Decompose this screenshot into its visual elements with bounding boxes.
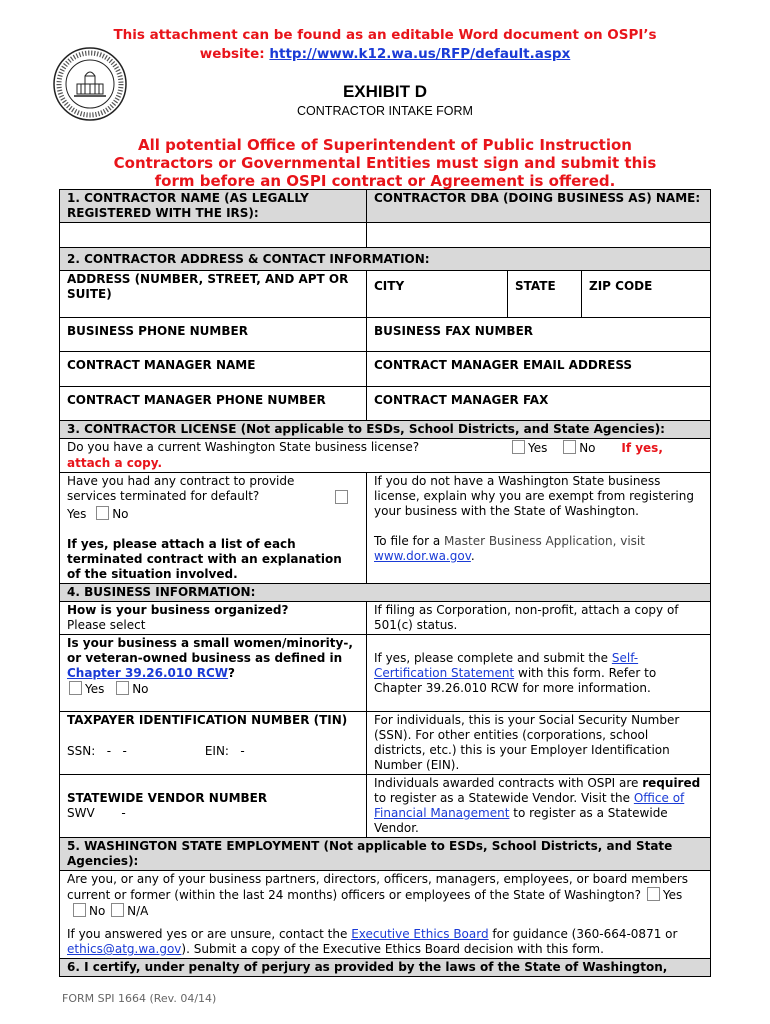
contract-manager-fax-label: CONTRACT MANAGER FAX: [374, 393, 549, 407]
contractor-intake-form: [59, 189, 711, 977]
rfp-website-link[interactable]: http://www.k12.wa.us/RFP/default.aspx: [269, 46, 571, 62]
signature-requirement-notice: [70, 136, 700, 190]
section-5-heading: 5. WASHINGTON STATE EMPLOYMENT (Not applicable to ESDs, School Districts, and State Agencies):: [60, 838, 711, 871]
contractor-dba-label: CONTRACTOR DBA (DOING BUSINESS AS) NAME:: [367, 190, 711, 223]
ssn-field[interactable]: - -: [106, 744, 127, 758]
contract-manager-name-field[interactable]: [60, 352, 367, 387]
corporation-note: If filing as Corporation, non-profit, attach a copy of 501(c) status.: [367, 602, 711, 635]
form-title: CONTRACTOR INTAKE FORM: [297, 104, 473, 118]
city-label: CITY: [374, 279, 405, 293]
business-organization-select[interactable]: Please select: [67, 618, 146, 632]
form-number-footer: FORM SPI 1664 (Rev. 04/14): [62, 992, 217, 1005]
tin-inputs: [67, 744, 359, 759]
employment-no-checkbox[interactable]: [73, 903, 86, 917]
terminated-yes-checkbox-wrap: [333, 474, 359, 506]
state-employment-cell: [60, 871, 711, 959]
ethics-email-link[interactable]: ethics@atg.wa.gov: [67, 942, 182, 956]
business-organization-cell: [60, 602, 367, 635]
dor-website-link[interactable]: www.dor.wa.gov: [374, 549, 471, 563]
self-certification-link[interactable]: Self-Certification Statement: [374, 651, 639, 680]
notice-line-2: Contractors or Governmental Entities must sign and submit this: [113, 154, 657, 172]
small-business-question: Is your business a small women/minority-, or veteran-owned business as defined in Chapter 39.26.010 RCW?: [67, 636, 353, 680]
business-phone-field[interactable]: [60, 318, 367, 352]
contractor-dba-field[interactable]: [367, 223, 711, 248]
swv-cell: [60, 775, 367, 838]
banner-line-2: website: http://www.k12.wa.us/RFP/default.aspx: [199, 46, 571, 62]
notice-line-3: form before an OSPI contract or Agreement is offered.: [154, 172, 616, 190]
employment-yes-checkbox[interactable]: [647, 887, 660, 901]
small-business-no-label: No: [132, 682, 149, 696]
employment-na-checkbox[interactable]: [111, 903, 124, 917]
contract-manager-fax-field[interactable]: [367, 387, 711, 421]
contract-manager-email-label: CONTRACT MANAGER EMAIL ADDRESS: [374, 358, 633, 372]
business-license-question: Do you have a current Washington State business license?: [67, 440, 420, 454]
license-attach-note: attach a copy.: [67, 456, 163, 470]
terminated-attach-note: If yes, please attach a list of each terminated contract with an explanation of the situation involved.: [67, 537, 342, 581]
license-exemption-cell: [367, 473, 711, 584]
city-field[interactable]: [367, 271, 508, 318]
ethics-board-note: If you answered yes or are unsure, contact the Executive Ethics Board for guidance (360-664-0871 or ethics@atg.wa.gov). Submit a copy of the Executive Ethics Board decision with this form.: [67, 927, 678, 956]
business-fax-field[interactable]: [367, 318, 711, 352]
swv-label: STATEWIDE VENDOR NUMBER: [67, 791, 268, 805]
terminated-no-label: No: [112, 507, 129, 521]
section-3-heading: 3. CONTRACTOR LICENSE (Not applicable to ESDs, School Districts, and State Agencies):: [60, 421, 711, 439]
tin-explanation: For individuals, this is your Social Security Number (SSN). For other entities (corporations, school districts, etc.) this is your Employer Identification Number (EIN).: [367, 712, 711, 775]
chapter-rcw-link[interactable]: Chapter 39.26.010 RCW: [67, 666, 229, 680]
contractor-name-field[interactable]: [60, 223, 367, 248]
address-field[interactable]: [60, 271, 367, 318]
swv-explanation: Individuals awarded contracts with OSPI are required to register as a Statewide Vendor. Visit the Office of Financial Management to register as a Statewide Vendor.: [367, 775, 711, 838]
license-no-label: No: [579, 441, 596, 455]
small-business-options: [67, 681, 359, 697]
zip-label: ZIP CODE: [589, 279, 653, 293]
section-4-heading: 4. BUSINESS INFORMATION:: [60, 584, 711, 602]
master-business-app-text: To file for a Master Business Application, visit www.dor.wa.gov.: [374, 534, 645, 563]
business-organization-question: How is your business organized?: [67, 603, 289, 617]
terminated-contract-cell: [60, 473, 367, 584]
address-label: ADDRESS (NUMBER, STREET, AND APT OR SUITE): [67, 272, 349, 301]
small-business-yes-label: Yes: [85, 682, 105, 696]
swv-field[interactable]: -: [121, 806, 126, 820]
license-exemption-text: If you do not have a Washington State business license, explain why you are exempt from registering your business with the State of Washington.: [374, 474, 694, 518]
tin-label: TAXPAYER IDENTIFICATION NUMBER (TIN): [67, 713, 348, 727]
license-yes-label: Yes: [528, 441, 548, 455]
contract-manager-phone-label: CONTRACT MANAGER PHONE NUMBER: [67, 393, 326, 407]
ein-field[interactable]: -: [240, 744, 245, 758]
zip-field[interactable]: [582, 271, 711, 318]
small-business-yes-checkbox[interactable]: [69, 681, 82, 695]
business-phone-label: BUSINESS PHONE NUMBER: [67, 324, 248, 338]
terminated-yes-checkbox[interactable]: [335, 490, 348, 504]
employment-na-label: N/A: [127, 904, 149, 918]
contractor-name-label: 1. CONTRACTOR NAME (AS LEGALLY REGISTERED WITH THE IRS):: [60, 190, 367, 223]
section-2-heading: 2. CONTRACTOR ADDRESS & CONTACT INFORMATION:: [60, 248, 711, 271]
ethics-board-link[interactable]: Executive Ethics Board: [351, 927, 489, 941]
state-employment-question: Are you, or any of your business partners, directors, officers, managers, employees, or board members current or former (within the last 24 months) officers or employees of the State of Washington? Yes No N/A: [67, 872, 689, 918]
small-business-cell: [60, 635, 367, 712]
self-certification-note: If yes, please complete and submit the Self-Certification Statement with this form. Refer to Chapter 39.26.010 RCW for more information.: [367, 635, 711, 712]
swv-field-row: SWV -: [67, 806, 126, 820]
terminated-options: [67, 506, 359, 522]
license-if-yes-note: If yes,: [621, 441, 663, 455]
exhibit-title: EXHIBIT D: [342, 82, 428, 101]
business-fax-label: BUSINESS FAX NUMBER: [374, 324, 534, 338]
terminated-no-checkbox[interactable]: [96, 506, 109, 520]
license-yes-checkbox[interactable]: [512, 440, 525, 454]
business-license-question-row: [60, 439, 711, 473]
state-label: STATE: [515, 279, 556, 293]
contract-manager-name-label: CONTRACT MANAGER NAME: [67, 358, 256, 372]
terminated-yes-label: Yes: [67, 507, 87, 521]
ssn-label: SSN:: [67, 744, 96, 758]
small-business-no-checkbox[interactable]: [116, 681, 129, 695]
contract-manager-phone-field[interactable]: [60, 387, 367, 421]
employment-no-label: No: [89, 904, 106, 918]
terminated-contract-question: Have you had any contract to provide services terminated for default?: [67, 474, 295, 503]
contract-manager-email-field[interactable]: [367, 352, 711, 387]
ein-label: EIN:: [204, 744, 229, 758]
state-field[interactable]: [508, 271, 582, 318]
ofm-link[interactable]: Office of Financial Management: [374, 791, 685, 820]
business-license-options: [510, 440, 703, 456]
license-no-checkbox[interactable]: [563, 440, 576, 454]
banner-line-1: This attachment can be found as an editable Word document on OSPI’s: [113, 27, 657, 43]
section-6-heading: 6. I certify, under penalty of perjury as provided by the laws of the State of Washington,: [60, 959, 711, 977]
notice-line-1: All potential Office of Superintendent of Public Instruction: [138, 136, 632, 154]
employment-yes-label: Yes: [662, 888, 683, 902]
tin-cell: [60, 712, 367, 775]
